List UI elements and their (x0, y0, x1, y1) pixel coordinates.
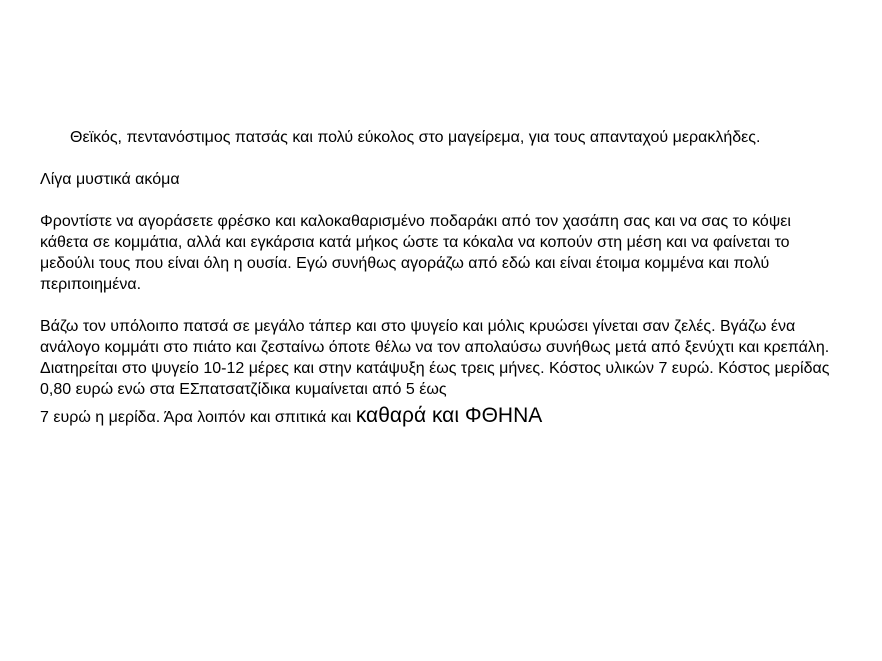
storage-paragraph: Βάζω τον υπόλοιπο πατσά σε μεγάλο τάπερ και στο ψυγείο και μόλις κρυώσει γίνεται σαν ζελές. Βγάζω ένα ανάλογο κομμάτι στο πιάτο και ζεσταίνω όποτε θέλω να τον απολαύσω συνήθως μετά από ξενύχτι και κρεπάλη. Διατηρείται στο ψυγείο 10-12 μέρες και στην κατάψυξη έως τρεις μήνες. Κόστος υλικών 7 ευρώ. Κόστος μερίδας 0,80 ευρώ ενώ στα ΕΣπατσατζίδικα κυμαίνεται από 5 έως (40, 318, 830, 398)
price-text: 7 ευρώ η μερίδα. Άρα λοιπόν και σπιτικά και (40, 409, 356, 426)
section-heading: Λίγα μυστικά ακόμα (40, 171, 180, 188)
spacer (40, 148, 830, 169)
tips-paragraph: Φροντίστε να αγοράσετε φρέσκο και καλοκαθαρισμένο ποδαράκι από τον χασάπη σας και να σας το κόψει κάθετα σε κομμάτια, αλλά και εγκάρσια κατά μήκος ώστε τα κόκαλα να κοπούν στη μέση και να φαίνεται το μεδούλι τους που είναι όλη η ουσία. Εγώ συνήθως αγοράζω από εδώ και είναι έτοιμα κομμένα και πολύ περιποιημένα. (40, 213, 791, 293)
document-body (40, 127, 830, 430)
spacer (40, 295, 830, 316)
storage-paragraph-end (40, 404, 830, 430)
intro-paragraph: Θεϊκός, πεντανόστιμος πατσάς και πολύ εύκολος στο μαγείρεμα, για τους απανταχού μερακλήδες. (70, 129, 761, 146)
spacer (40, 190, 830, 211)
emphasis-text: καθαρά και ΦΘΗΝΑ (355, 404, 543, 427)
